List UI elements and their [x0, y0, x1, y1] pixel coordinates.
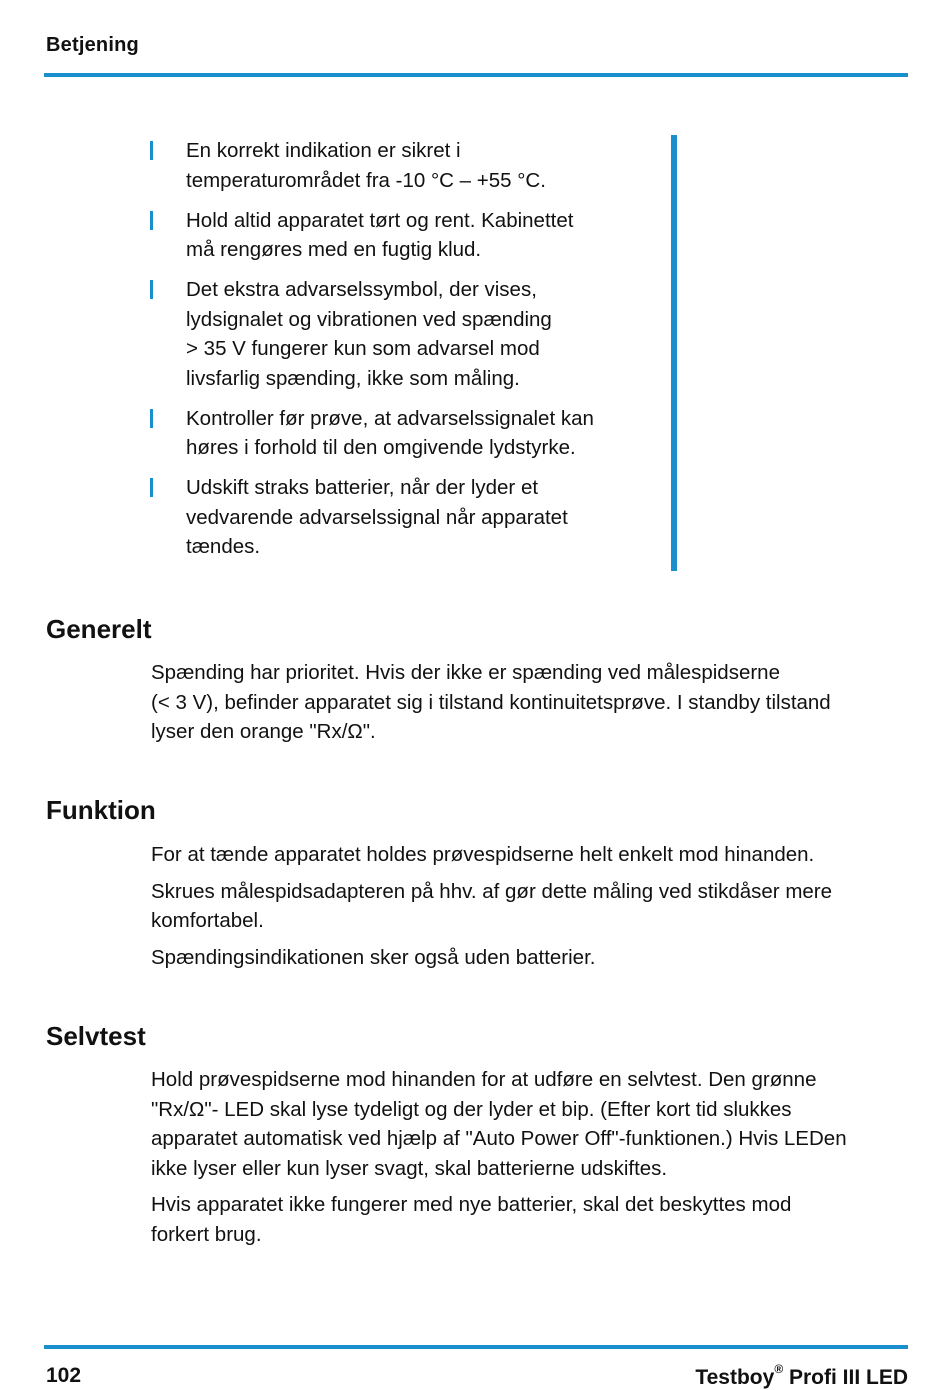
bullet-item: [150, 206, 650, 265]
paragraph-line: Hold prøvespidserne mod hinanden for at udføre en selvtest. Den grønne: [151, 1068, 817, 1091]
bullet-line: Kontroller før prøve, at advarselssignalet kan: [186, 406, 594, 430]
paragraph-line: Spænding har prioritet. Hvis der ikke er spænding ved målespidserne: [151, 661, 780, 684]
bullet-line: Hold altid apparatet tørt og rent. Kabinettet: [186, 208, 574, 232]
page-header-title: Betjening: [46, 34, 139, 56]
section-body-generelt: [151, 658, 911, 754]
paragraph-line: apparatet automatisk ved hjælp af "Auto Power Off"-funktionen.) Hvis LEDen: [151, 1127, 847, 1150]
page-number: 102: [46, 1364, 82, 1387]
paragraph: [151, 658, 911, 747]
bullet-marker-icon: [150, 211, 153, 230]
paragraph: [151, 840, 911, 870]
bullet-marker-icon: [150, 409, 153, 428]
bullet-line: Det ekstra advarselssymbol, der vises,: [186, 278, 537, 301]
paragraph-line: ikke lyser eller kun lyser svagt, skal batterierne udskiftes.: [151, 1156, 668, 1180]
bullet-item: [150, 275, 650, 393]
footer-divider: [44, 1345, 908, 1349]
paragraph-line: (< 3 V), befinder apparatet sig i tilstand kontinuitetsprøve. I standby tilstand: [151, 690, 831, 714]
paragraph-line: komfortabel.: [151, 909, 264, 932]
paragraph-line: lyser den orange "Rx/Ω".: [151, 720, 376, 743]
paragraph: [151, 1065, 911, 1183]
paragraph: [151, 1190, 911, 1249]
section-body-selvtest: [151, 1065, 911, 1256]
paragraph-line: For at tænde apparatet holdes prøvespidserne helt enkelt mod hinanden.: [151, 843, 815, 866]
bullet-line: > 35 V fungerer kun som advarsel mod: [186, 337, 540, 360]
bullet-marker-icon: [150, 280, 153, 299]
bullet-item: [150, 473, 650, 562]
section-heading-generelt: Generelt: [46, 614, 152, 644]
paragraph: [151, 943, 911, 973]
registered-trademark: ®: [774, 1362, 784, 1376]
bullet-line: temperaturområdet fra -10 °C – +55 °C.: [186, 168, 546, 192]
paragraph-line: forkert brug.: [151, 1222, 262, 1246]
bullet-line: høres i forhold til den omgivende lydstyrke.: [186, 436, 576, 459]
bullet-line: vedvarende advarselssignal når apparatet: [186, 505, 568, 529]
bullet-marker-icon: [150, 478, 153, 497]
paragraph-line: Spændingsindikationen sker også uden batterier.: [151, 945, 596, 969]
header-divider: [44, 73, 908, 77]
bullet-line: livsfarlig spænding, ikke som måling.: [186, 366, 520, 390]
bullet-item: [150, 136, 650, 195]
paragraph: [151, 877, 911, 936]
bullet-line: En korrekt indikation er sikret i: [186, 139, 461, 162]
product-name: [695, 1362, 908, 1390]
bullet-line: må rengøres med en fugtig klud.: [186, 238, 482, 261]
bullet-line: Udskift straks batterier, når der lyder et: [186, 476, 539, 499]
brand-name: Testboy: [695, 1366, 775, 1389]
paragraph-line: Hvis apparatet ikke fungerer med nye batterier, skal det beskyttes mod: [151, 1193, 792, 1216]
bullet-item: [150, 404, 650, 463]
warning-side-bar: [671, 135, 677, 571]
paragraph-line: Skrues målespidsadapteren på hhv. af gør dette måling ved stikdåser mere: [151, 879, 833, 903]
bullet-line: tændes.: [186, 535, 261, 558]
bullet-line: lydsignalet og vibrationen ved spænding: [186, 307, 552, 331]
section-body-funktion: [151, 840, 911, 979]
safety-bullet-list: [150, 136, 650, 572]
section-heading-funktion: Funktion: [46, 795, 156, 825]
paragraph-line: "Rx/Ω"- LED skal lyse tydeligt og der lyder et bip. (Efter kort tid slukkes: [151, 1097, 792, 1121]
section-heading-selvtest: Selvtest: [46, 1021, 146, 1051]
model-name: Profi III LED: [783, 1366, 908, 1389]
bullet-marker-icon: [150, 141, 153, 160]
